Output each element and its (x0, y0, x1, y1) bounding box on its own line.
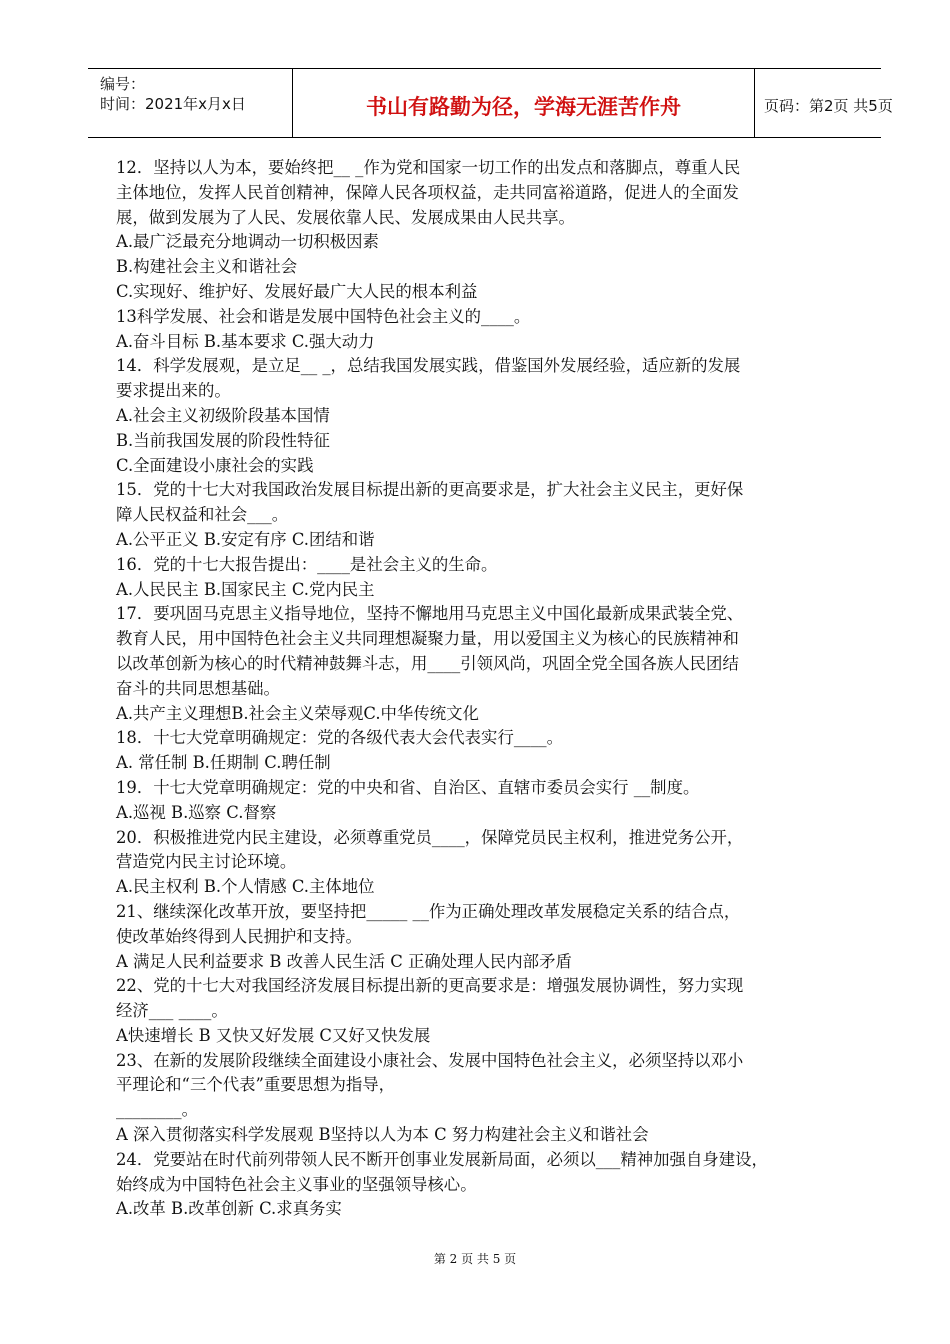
text-line: A 深入贯彻落实科学发展观 B坚持以人为本 C 努力构建社会主义和谐社会 (116, 1125, 649, 1145)
text-line: 12．坚持以人为本，要始终把__ _作为党和国家一切工作的出发点和落脚点，尊重人民 (116, 158, 741, 177)
text-line: B.构建社会主义和谐社会 (116, 257, 298, 277)
text-line: 24．党要站在时代前列带领人民不断开创事业发展新局面，必须以___精神加强自身建设， (116, 1149, 768, 1169)
text-line: 使改革始终得到人民拥护和支持。 (116, 926, 362, 946)
text-line: 障人民权益和社会___。 (116, 505, 289, 525)
text-line: 15．党的十七大对我国政治发展目标提出新的更高要求是，扩大社会主义民主，更好保 (116, 480, 744, 500)
text-line: C.实现好、维护好、发展好最广大人民的根本利益 (116, 281, 478, 301)
text-line: A.民主权利 B.个人情感 C.主体地位 (116, 877, 375, 897)
page-code: 页码：第2页 共5页 (764, 97, 893, 115)
text-line: 始终成为中国特色社会主义事业的坚强领导核心。 (116, 1174, 477, 1194)
text-line: A.最广泛最充分地调动一切积极因素 (116, 232, 379, 252)
text-line: 平理论和“三个代表”重要思想为指导， (116, 1075, 396, 1095)
text-line: 23、在新的发展阶段继续全面建设小康社会、发展中国特色社会主义，必须坚持以邓小 (116, 1050, 744, 1070)
text-line: A 满足人民利益要求 B 改善人民生活 C 正确处理人民内部矛盾 (116, 951, 572, 971)
text-line: 展，做到发展为了人民、发展依靠人民、发展成果由人民共享。 (116, 207, 575, 227)
text-line: 22、党的十七大对我国经济发展目标提出新的更高要求是：增强发展协调性，努力实现 (116, 976, 744, 996)
motto-text: 书山有路勤为径，学海无涯苦作舟 (366, 95, 681, 119)
header-motto-cell (292, 69, 755, 137)
text-line: 20．积极推进党内民主建设，必须尊重党员____，保障党员民主权利，推进党务公开， (116, 827, 744, 847)
text-line: 19．十七大党章明确规定：党的中央和省、自治区、直辖市委员会实行 __制度。 (116, 777, 700, 797)
text-line: B.当前我国发展的阶段性特征 (116, 430, 330, 450)
header-page-cell (754, 69, 893, 137)
page-footer (0, 1250, 950, 1267)
footer-page-number: 第 2 页 共 5 页 (433, 1252, 517, 1266)
page-header (88, 68, 893, 138)
text-line: 教育人民，用中国特色社会主义共同理想凝聚力量，用以爱国主义为核心的民族精神和 (116, 629, 739, 649)
text-line: ________。 (116, 1100, 198, 1120)
text-line: 以改革创新为核心的时代精神鼓舞斗志，用____引领风尚，巩固全党全国各族人民团结 (116, 653, 739, 673)
number-label: 编号： (100, 75, 146, 93)
text-line: 奋斗的共同思想基础。 (116, 678, 280, 698)
text-line: A. 常任制 B.任期制 C.聘任制 (116, 753, 331, 773)
text-line: A.巡视 B.巡察 C.督察 (116, 802, 277, 822)
text-line: 要求提出来的。 (116, 381, 231, 401)
text-line: A快速增长 B 又快又好发展 C又好又快发展 (116, 1025, 431, 1045)
time-label: 时间：2021年x月x日 (100, 95, 246, 113)
text-line: A.人民民主 B.国家民主 C.党内民主 (116, 579, 375, 599)
text-line: 16．党的十七大报告提出：____是社会主义的生命。 (116, 554, 498, 574)
text-line: 14．科学发展观，是立足__ _，总结我国发展实践，借鉴国外发展经验，适应新的发展 (116, 356, 741, 376)
question-list (116, 156, 876, 1222)
text-line: A.改革 B.改革创新 C.求真务实 (116, 1199, 342, 1219)
text-line: A.社会主义初级阶段基本国情 (116, 405, 330, 425)
text-line: A.公平正义 B.安定有序 C.团结和谐 (116, 529, 375, 549)
text-line: 营造党内民主讨论环境。 (116, 852, 297, 872)
text-line: 18．十七大党章明确规定：党的各级代表大会代表实行____。 (116, 728, 564, 748)
text-line: 21、继续深化改革开放，要坚持把_____ __作为正确处理改革发展稳定关系的结合点， (116, 901, 741, 921)
text-line: C.全面建设小康社会的实践 (116, 455, 314, 475)
header-info-cell (88, 69, 292, 137)
text-line: A.共产主义理想B.社会主义荣辱观C.中华传统文化 (116, 703, 479, 723)
text-line: 经济___ ____。 (116, 1001, 228, 1021)
text-line: 主体地位，发挥人民首创精神，保障人民各项权益，走共同富裕道路，促进人的全面发 (116, 182, 739, 202)
text-line: 13科学发展、社会和谐是发展中国特色社会主义的____。 (116, 306, 531, 326)
text-line: A.奋斗目标 B.基本要求 C.强大动力 (116, 331, 375, 351)
text-line: 17．要巩固马克思主义指导地位，坚持不懈地用马克思主义中国化最新成果武装全党、 (116, 604, 744, 624)
